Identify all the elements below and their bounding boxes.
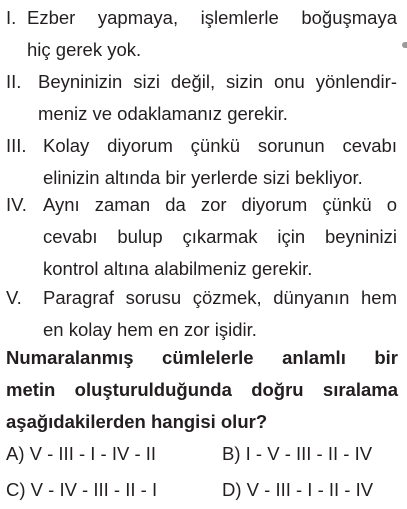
statement-line: hiç gerek yok. <box>27 39 142 60</box>
option-a[interactable]: A) V - III - I - IV - II <box>6 443 157 464</box>
option-c[interactable]: C) V - IV - III - II - I <box>6 479 158 500</box>
statement-numeral: V. <box>6 287 22 308</box>
statement-line: cevabı bulup çıkarmak için beyninizi <box>43 226 397 247</box>
statement-line: elinizin altında bir yerlerde sizi bekliyor. <box>43 167 363 188</box>
statement-line: kontrol altına alabilmeniz gerekir. <box>43 258 313 279</box>
edge-mark <box>402 42 407 48</box>
statement-line: Kolay diyorum çünkü sorunun cevabı <box>43 135 397 156</box>
statement-numeral: III. <box>6 135 27 156</box>
statement-line: Ezber yapmaya, işlemlerle boğuşmaya <box>27 7 397 28</box>
question-line: aşağıdakilerden hangisi olur? <box>6 411 268 432</box>
statement-line: en kolay hem en zor işidir. <box>43 319 257 340</box>
statement-line: Aynı zaman da zor diyorum çünkü o <box>43 194 397 215</box>
statement-line: Paragraf sorusu çözmek, dünyanın hem <box>43 287 397 308</box>
statement-numeral: IV. <box>6 194 27 215</box>
question-line: metin oluşturulduğunda doğru sıralama <box>6 379 398 400</box>
statement-numeral: I. <box>6 7 17 28</box>
statement-numeral: II. <box>6 71 22 92</box>
option-b[interactable]: B) I - V - III - II - IV <box>222 443 373 464</box>
question-line: Numaralanmış cümlelerle anlamlı bir <box>6 347 398 368</box>
option-d[interactable]: D) V - III - I - II - IV <box>222 479 374 500</box>
statement-line: Beyninizin sizi değil, sizin onu yönlendir- <box>38 71 397 92</box>
statement-line: meniz ve odaklamanız gerekir. <box>38 103 288 124</box>
